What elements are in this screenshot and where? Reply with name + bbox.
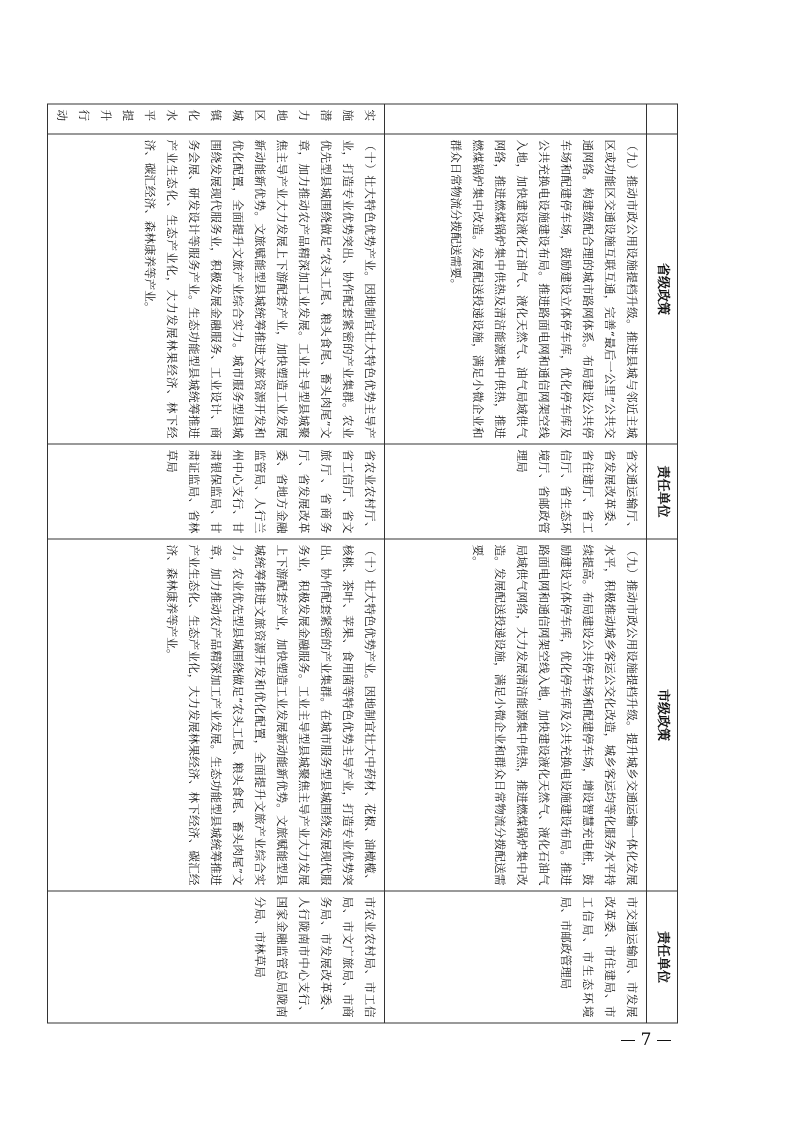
page-number-dash-left	[621, 1040, 635, 1041]
page-number-value: 7	[640, 1030, 652, 1050]
city-unit-cell: 市农业农村局、市工信局、市文广旅局、市商务局、市发展改革委、人行陇南市中心支行、国家金融监管总局陇南分局、市林草局	[48, 891, 385, 1023]
header-provincial-unit: 责任单位	[647, 444, 678, 539]
provincial-unit-cell: 省交通运输厅、省发展改革委、省住建厅、省工信厅、省生态环境厅、省邮政管理局	[385, 444, 647, 539]
page-number-dash-right	[657, 1040, 671, 1041]
group-cell: 实施潜力地区城镇化水平提升行动	[48, 104, 385, 134]
policy-table	[47, 103, 678, 1023]
city-policy-cell: （九）推动市政公用设施提档升级。提升城乡交通运输一体化发展水平，积极推动城乡客运公交化改造，城乡客运均等化服务水平持续提高。布局建设公共停车场和配建停车场，增设智慧充电桩，鼓励建设立体停车库，优化停车库及公共充换电设施建设布局。推进路面电网和通信网架空线入地，加快建设液化天然气、液化石油气局域供气网络，大力发展清洁能源集中供热，推进燃煤锅炉集中改造。发展配送投递设施，满足小微企业和群众日常物流分拨配送需要。	[385, 539, 647, 891]
page-number	[611, 1028, 681, 1052]
provincial-policy-cell: （九）推动市政公用设施提档升级。推进县城与邻近主城区或功能区交通设施互联互通，完善“最后一公里”公共交通网络。构建级配合理的城市路网体系。布局建设公共停车场和配建停车场，鼓励建设立体停车库，优化停车库及公共充换电设施建设布局。推进路面电网和通信网架空线入地，加快建设液化石油气、液化天然气、油气局域供气网络，推进燃煤锅炉集中供热及清洁能源集中供热，推进燃煤锅炉集中改造。发展配送投递设施，满足小微企业和群众日常物流分拨配送需要。	[385, 134, 647, 444]
provincial-policy-cell: （十）壮大特色优势产业。因地制宜壮大特色优势主导产业，打造专业优势突出、协作配套紧密的产业集群。农业优先型县城围绕做足“农头工尾、粮头食尾、畜头肉尾”文章，加力推动农产品精深加工业发展。工业主导型县城聚焦主导产业大力发展上下游配套产业，加快塑造工业发展新动能新优势。文旅赋能型县城统筹推进文旅资源开发和优化配置，全面提升文旅产业综合实力。城市服务型县城围绕发展现代服务业，积极发展金融服务、工业设计、商务会展、研发设计等服务产业。生态功能型县城统筹推进产业生态化、生态产业化，大力发展林果经济、林下经济、碳汇经济、森林康养等产业。	[48, 134, 385, 444]
header-city-policy: 市级政策	[647, 539, 678, 891]
header-group	[647, 104, 678, 134]
table-row	[385, 104, 647, 1023]
group-cell	[385, 104, 647, 134]
header-provincial-policy: 省级政策	[647, 134, 678, 444]
table-row	[48, 104, 385, 1023]
city-unit-cell: 市交通运输局、市发展改革委、市住建局、市工信局、市生态环境局、市邮政管理局	[385, 891, 647, 1023]
provincial-unit-cell: 省农业农村厅、省工信厅、省文旅厅、省商务厅、省发展改革委、省地方金融监管局、人行兰州中心支行、甘肃银保监局、甘肃证监局、省林草局	[48, 444, 385, 539]
rotated-policy-table-container	[55, 103, 678, 1022]
header-city-unit: 责任单位	[647, 891, 678, 1023]
city-policy-cell: （十）壮大特色优势产业。因地制宜壮大中药材、花椒、油橄榄、核桃、茶叶、苹果、食用菌等特色优势主导产业，打造专业优势突出、协作配套紧密的产业集群。在城市服务型县城围绕发展现代服务业，积极发展金融服务。工业主导型县城聚焦主导产业大力发展上下游配套产业，加快塑造工业发展新动能新优势。文旅赋能型县城统筹推进文旅资源开发和优化配置，全面提升文旅产业综合实力。农业优先型县城围绕做足“农头工尾、粮头食尾、畜头肉尾”文章，加力推动农产品精深加工产业发展。生态功能型县城统筹推进产业生态化、生态产业化，大力发展林果经济、林下经济、碳汇经济、森林康养等产业。	[48, 539, 385, 891]
table-header-row	[647, 104, 678, 1023]
